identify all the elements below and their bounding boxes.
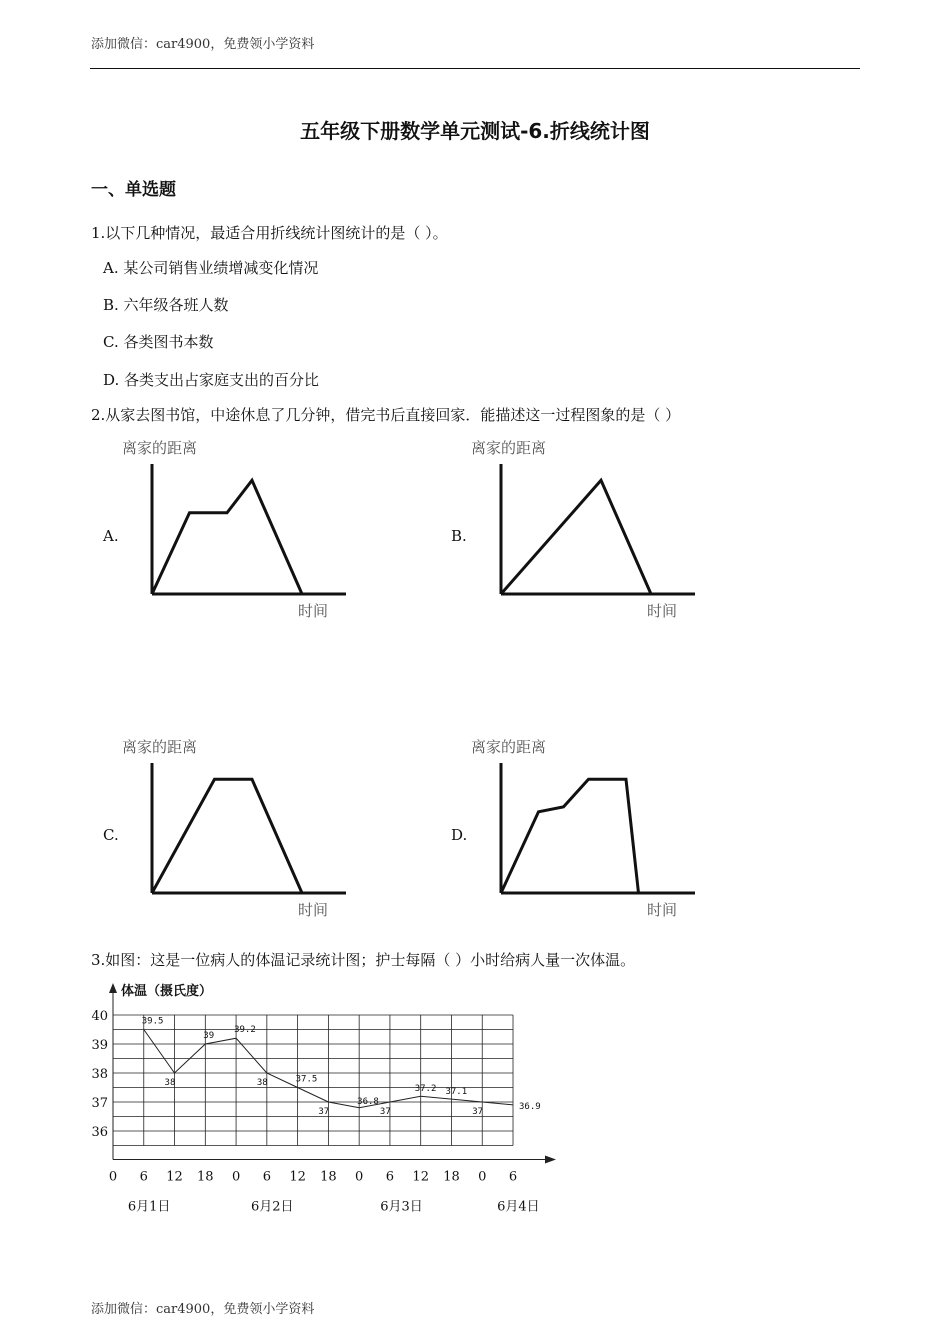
question-1-option-d: D. 各类支出占家庭支出的百分比	[103, 371, 320, 389]
point-label: 37.1	[445, 1087, 468, 1098]
y-axis-label: 离家的距离	[471, 738, 547, 756]
x-tick-label: 12	[289, 1169, 306, 1185]
page-title: 五年级下册数学单元测试-6.折线统计图	[300, 119, 650, 143]
point-label: 36.8	[357, 1096, 379, 1107]
point-label: 38	[164, 1078, 176, 1088]
y-tick-label: 39	[91, 1038, 108, 1053]
header-note: 添加微信：car4900，免费领小学资料	[91, 37, 315, 52]
distance-line	[501, 779, 639, 893]
question-1-stem: 1.以下几种情况，最适合用折线统计图统计的是（ ）。	[91, 224, 448, 242]
day-label: 6月2日	[250, 1199, 294, 1215]
question-2-option-b-label: B.	[451, 527, 467, 545]
x-tick-label: 0	[478, 1169, 487, 1185]
x-axis-arrow	[545, 1156, 556, 1164]
day-label: 6月4日	[497, 1199, 540, 1215]
question-2-option-a-label: A.	[103, 527, 119, 545]
point-label: 37.5	[295, 1074, 318, 1085]
x-tick-label: 6	[262, 1169, 271, 1185]
point-label: 39.2	[234, 1025, 256, 1036]
distance-line	[501, 480, 651, 594]
header-divider	[90, 68, 860, 69]
distance-line	[152, 480, 302, 594]
question-2-stem: 2.从家去图书馆，中途休息了几分钟，借完书后直接回家．能描述这一过程图象的是（ ）	[91, 406, 681, 424]
x-tick-label: 18	[443, 1169, 460, 1185]
point-label: 37	[318, 1107, 330, 1117]
x-axis-label: 时间	[298, 602, 329, 620]
y-tick-label: 40	[91, 1009, 108, 1024]
y-axis-label: 离家的距离	[122, 439, 198, 457]
y-tick-label: 36	[91, 1125, 108, 1140]
x-tick-label: 0	[355, 1169, 364, 1185]
y-axis-arrow	[109, 983, 117, 993]
footer-note: 添加微信：car4900，免费领小学资料	[91, 1302, 315, 1317]
x-tick-label: 0	[108, 1169, 118, 1185]
option-c-graph	[118, 731, 358, 926]
x-tick-label: 18	[197, 1169, 214, 1185]
x-tick-label: 6	[508, 1169, 518, 1185]
section-title: 一、单选题	[91, 180, 176, 200]
point-label: 37	[379, 1107, 391, 1117]
x-tick-label: 0	[231, 1169, 241, 1185]
x-tick-label: 6	[385, 1169, 395, 1185]
x-axis-label: 时间	[647, 602, 678, 620]
chart-title: 体温（摄氏度）	[121, 984, 213, 999]
question-2-option-d-label: D.	[451, 826, 468, 844]
point-label: 36.9	[519, 1101, 541, 1112]
x-axis-label: 时间	[298, 901, 329, 919]
question-1-option-c: C. 各类图书本数	[103, 333, 214, 351]
x-tick-label: 18	[320, 1169, 337, 1185]
y-tick-label: 38	[91, 1067, 108, 1082]
x-tick-label: 12	[166, 1169, 183, 1185]
question-2-option-c-label: C.	[103, 826, 119, 844]
option-d-graph	[467, 731, 707, 926]
y-axis-label: 离家的距离	[471, 439, 547, 457]
y-axis-label: 离家的距离	[122, 738, 198, 756]
point-label: 38	[256, 1078, 268, 1088]
y-tick-label: 37	[91, 1096, 108, 1111]
point-label: 37.2	[414, 1084, 437, 1095]
option-a-graph	[118, 432, 358, 627]
temperature-line-chart	[88, 975, 568, 1215]
point-label: 37	[472, 1107, 484, 1117]
question-1-option-b: B. 六年级各班人数	[103, 296, 229, 314]
day-label: 6月3日	[380, 1199, 423, 1215]
x-tick-label: 12	[412, 1169, 429, 1185]
question-3-stem: 3.如图：这是一位病人的体温记录统计图；护士每隔（ ）小时给病人量一次体温。	[91, 951, 636, 969]
x-axis-label: 时间	[647, 901, 678, 919]
point-label: 39.5	[141, 1016, 164, 1027]
x-tick-label: 6	[139, 1169, 148, 1185]
question-1-option-a: A. 某公司销售业绩增减变化情况	[103, 259, 319, 277]
point-label: 39	[203, 1031, 215, 1041]
day-label: 6月1日	[127, 1199, 171, 1215]
distance-line	[152, 779, 302, 893]
option-b-graph	[467, 432, 707, 627]
